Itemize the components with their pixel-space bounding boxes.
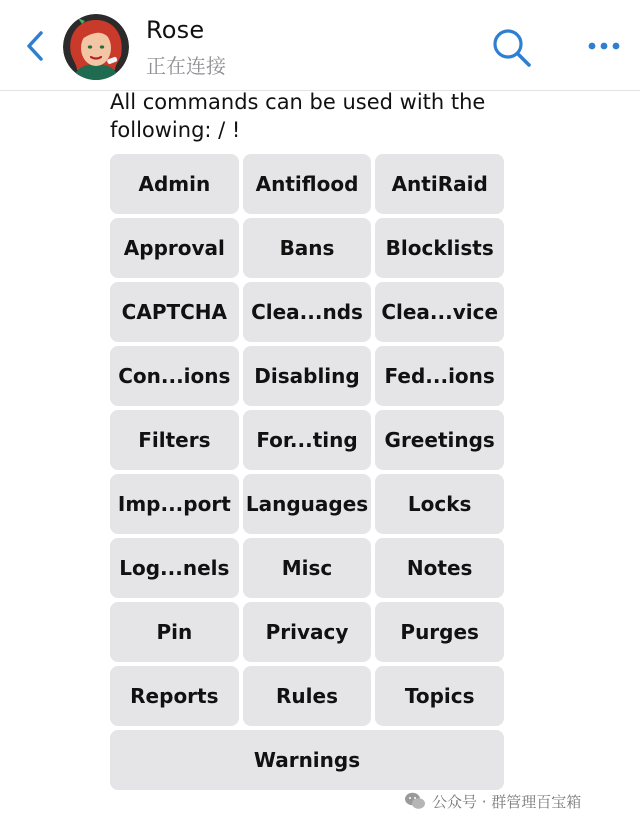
keyboard-button-pin[interactable]: Pin [110,602,239,662]
search-button[interactable] [490,26,534,70]
wechat-icon [404,791,426,811]
keyboard-row [110,538,504,598]
keyboard-button-reports[interactable]: Reports [110,666,239,726]
keyboard-button-fed-ions[interactable]: Fed...ions [375,346,504,406]
keyboard-button-privacy[interactable]: Privacy [243,602,372,662]
keyboard-button-bans[interactable]: Bans [243,218,372,278]
keyboard-button-log-nels[interactable]: Log...nels [110,538,239,598]
keyboard-row [110,666,504,726]
chat-title[interactable]: Rose [146,16,205,44]
keyboard-button-languages[interactable]: Languages [243,474,372,534]
keyboard-row [110,218,504,278]
keyboard-button-misc[interactable]: Misc [243,538,372,598]
keyboard-row [110,410,504,470]
inline-keyboard [110,154,504,794]
more-button[interactable] [584,34,624,58]
keyboard-button-clea-vice[interactable]: Clea...vice [375,282,504,342]
keyboard-button-for-ting[interactable]: For...ting [243,410,372,470]
keyboard-button-captcha[interactable]: CAPTCHA [110,282,239,342]
watermark [404,788,581,814]
keyboard-button-antiraid[interactable]: AntiRaid [375,154,504,214]
keyboard-row [110,346,504,406]
keyboard-button-topics[interactable]: Topics [375,666,504,726]
keyboard-button-purges[interactable]: Purges [375,602,504,662]
keyboard-row [110,602,504,662]
keyboard-button-notes[interactable]: Notes [375,538,504,598]
avatar-portrait-icon [63,14,129,80]
keyboard-button-antiflood[interactable]: Antiflood [243,154,372,214]
keyboard-button-disabling[interactable]: Disabling [243,346,372,406]
more-horizontal-icon [584,34,624,58]
keyboard-button-blocklists[interactable]: Blocklists [375,218,504,278]
keyboard-row [110,730,504,790]
avatar[interactable] [63,14,129,80]
keyboard-button-clea-nds[interactable]: Clea...nds [243,282,372,342]
bot-message: All commands can be used with the following: / ! [110,90,486,142]
chevron-left-icon [22,28,50,64]
keyboard-row [110,282,504,342]
keyboard-button-con-ions[interactable]: Con...ions [110,346,239,406]
keyboard-button-admin[interactable]: Admin [110,154,239,214]
keyboard-row [110,474,504,534]
keyboard-button-warnings[interactable]: Warnings [110,730,504,790]
keyboard-button-locks[interactable]: Locks [375,474,504,534]
keyboard-button-approval[interactable]: Approval [110,218,239,278]
search-icon [490,26,534,70]
back-button[interactable] [22,28,50,64]
keyboard-button-rules[interactable]: Rules [243,666,372,726]
keyboard-button-filters[interactable]: Filters [110,410,239,470]
chat-header [0,0,640,91]
keyboard-row [110,154,504,214]
connection-status: 正在连接 [146,54,226,78]
watermark-text: 公众号 · 群管理百宝箱 [432,792,582,811]
keyboard-button-greetings[interactable]: Greetings [375,410,504,470]
keyboard-button-imp-port[interactable]: Imp...port [110,474,239,534]
